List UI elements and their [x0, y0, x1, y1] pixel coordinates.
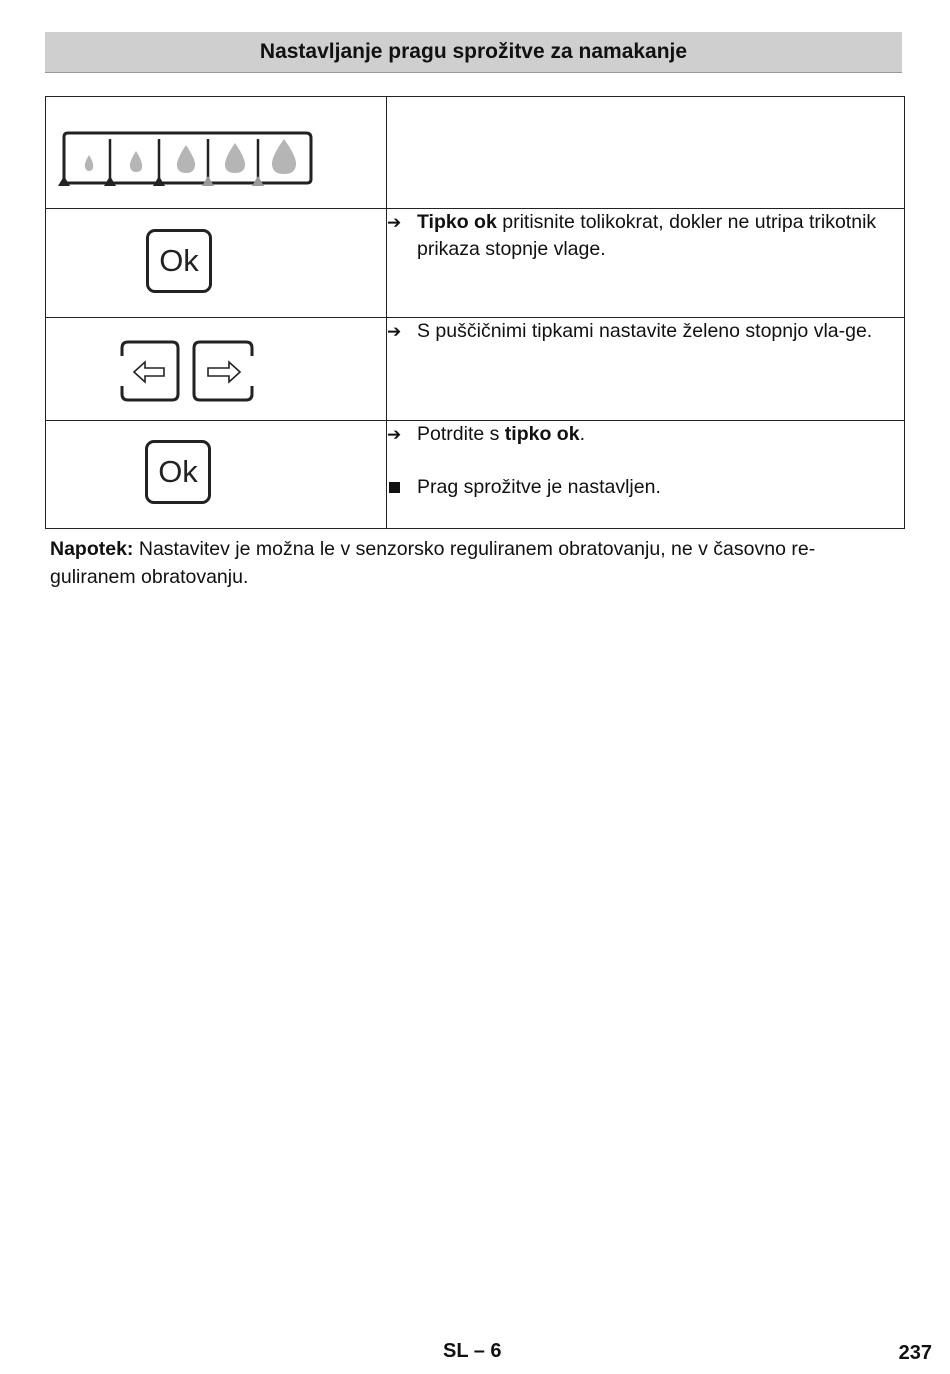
arrow-keys-icon	[118, 340, 258, 404]
arrow-bullet-icon: ➔	[387, 213, 402, 232]
step-text: Potrdite s tipko ok.	[417, 423, 585, 445]
table-row	[46, 97, 905, 209]
result-text: Prag sprožitve je nastavljen.	[417, 476, 661, 498]
arrow-bullet-icon: ➔	[387, 322, 402, 341]
table-row	[46, 421, 905, 529]
step-cell	[387, 318, 905, 421]
step-text: S puščičnimi tipkami nastavite želeno stopnjo vla-ge.	[417, 320, 873, 342]
square-bullet-icon	[387, 474, 417, 501]
step-text: Tipko ok pritisnite tolikokrat, dokler ne utripa trikotnik prikaza stopnje vlage.	[417, 211, 877, 260]
list-item	[387, 421, 904, 448]
table-row	[46, 318, 905, 421]
arrow-keys-cell	[46, 318, 387, 421]
ok-key-label: Ok	[158, 454, 198, 489]
list-item	[387, 474, 904, 501]
ok-key-cell	[46, 421, 387, 529]
ok-key-icon	[145, 440, 211, 504]
page-number: 237	[898, 1342, 932, 1364]
empty-cell	[387, 97, 905, 209]
table-row	[46, 209, 905, 318]
ok-key-label: Ok	[159, 243, 199, 278]
ok-key-icon	[146, 229, 212, 293]
instruction-table	[45, 96, 905, 529]
step-cell	[387, 421, 905, 529]
humidity-display-cell	[46, 97, 387, 209]
list-item	[387, 209, 904, 263]
note	[50, 535, 900, 591]
ok-key-cell	[46, 209, 387, 318]
section-title: Nastavljanje pragu sprožitve za namakanje	[45, 32, 902, 73]
footer-section: SL – 6	[443, 1340, 502, 1362]
step-cell	[387, 209, 905, 318]
note-text: Nastavitev je možna le v senzorsko reguliranem obratovanju, ne v časovno re-guliranem obratovanju.	[50, 538, 816, 588]
humidity-level-icon	[58, 131, 328, 201]
note-label: Napotek:	[50, 538, 134, 560]
arrow-bullet-icon: ➔	[387, 425, 402, 444]
list-item	[387, 318, 904, 345]
